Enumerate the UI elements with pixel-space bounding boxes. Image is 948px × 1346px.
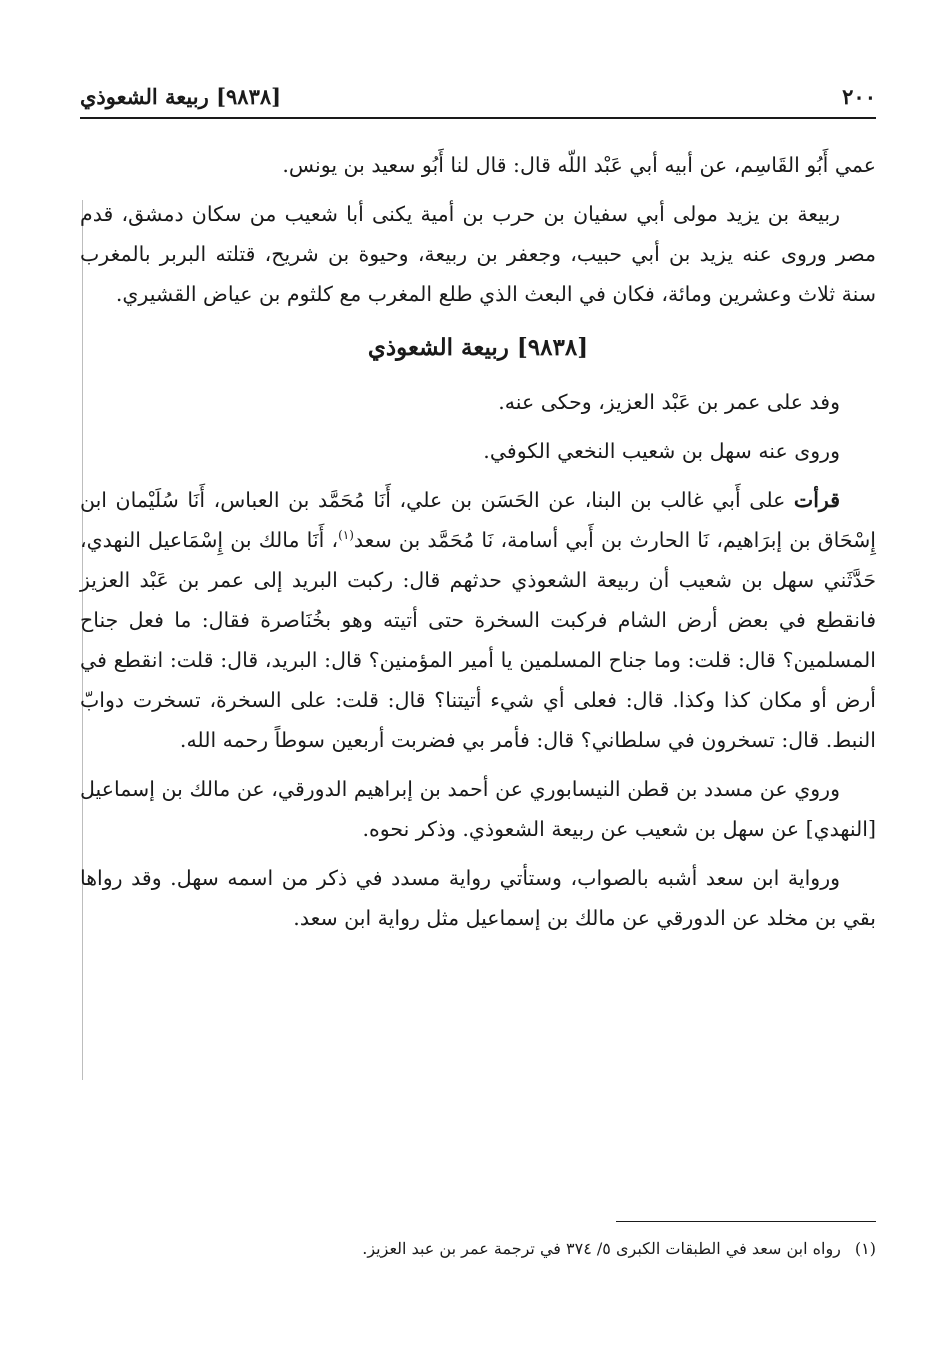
paragraph-2: ربيعة بن يزيد مولى أبي سفيان بن حرب بن أمية يكنى أبا شعيب من سكان دمشق، قدم مصر وروى عنه يزيد بن أبي حبيب، وجعفر بن ربيعة، وحيوة بن شريح، قتلته البربر بالمغرب سنة ثلاث وعشرين ومائة، فكان في البعث الذي طلع المغرب مع كلثوم بن عياض القشيري. bbox=[80, 202, 876, 306]
paragraph-5-part-1: على أَبي غالب بن البنا، عن الحَسَن بن علي، أَنَا مُحَمَّد بن العباس، أَنَا سُلَيْمان ابن إِسْحَاق بن إبرَاهيم، نَا الحارث بن أَبي أسامة، نَا مُحَمَّد بن سعد bbox=[80, 488, 876, 552]
paragraph-5 bbox=[80, 480, 876, 760]
page-header bbox=[80, 80, 876, 116]
paragraph-1: عمي أَبُو القَاسِم، عن أبيه أبي عَبْد اللّه قال: قال لنا أَبُو سعيد بن يونس. bbox=[282, 153, 876, 177]
footnote-rule bbox=[616, 1221, 876, 1222]
footnote-reference: (١) bbox=[338, 528, 354, 543]
footnote-text: رواه ابن سعد في الطبقات الكبرى ٥/ ٣٧٤ في ترجمة عمر بن عبد العزيز. bbox=[362, 1239, 841, 1258]
paragraph-6: وروي عن مسدد بن قطن النيسابوري عن أحمد بن إبراهيم الدورقي، عن مالك بن إسماعيل [النهدي] عن سهل بن شعيب عن ربيعة الشعوذي. وذكر نحوه. bbox=[80, 777, 876, 841]
header-rule bbox=[80, 117, 876, 119]
paragraph-5-lead-word: قرأت bbox=[793, 488, 840, 512]
footnote-marker: (١) bbox=[854, 1239, 876, 1258]
main-text bbox=[80, 145, 876, 947]
footnote bbox=[80, 1234, 876, 1264]
running-title: [٩٨٣٨] ربيعة الشعوذي bbox=[80, 84, 282, 109]
entry-heading: [٩٨٣٨] ربيعة الشعوذي bbox=[367, 334, 589, 361]
page-number: ٢٠٠ bbox=[842, 84, 876, 109]
paragraph-3: وفد على عمر بن عَبْد العزيز، وحكى عنه. bbox=[498, 390, 840, 414]
paragraph-7: ورواية ابن سعد أشبه بالصواب، وستأتي رواية مسدد في ذكر من اسمه سهل. وقد رواها بقي بن مخلد عن الدورقي عن مالك بن إسماعيل مثل رواية ابن سعد. bbox=[80, 866, 876, 930]
paragraph-5-part-2: ، أَنَا مالك بن إِسْمَاعيل النهدي، حَدَّثَني سهل بن شعيب أن ربيعة الشعوذي حدثهم قال: ركبت البريد إلى عمر بن عَبْد العزيز فانقطع في بعض أرض الشام فركبت السخرة حتى أتيته وهو بخُنَاصرة فقال: ما فعل جناح المسلمين؟ قال: قلت: وما جناح المسلمين يا أمير المؤمنين؟ قال: البريد، قال: قلت: انقطع في أرض أو مكان كذا وكذا. قال: فعلى أي شيء أتيتنا؟ قال: قلت: على السخرة، تسخرت دوابّ النبط. قال: تسخرون في سلطاني؟ قال: فأمر بي فضربت أربعين سوطاً رحمه الله. bbox=[80, 528, 876, 752]
paragraph-4: وروى عنه سهل بن شعيب النخعي الكوفي. bbox=[483, 439, 840, 463]
